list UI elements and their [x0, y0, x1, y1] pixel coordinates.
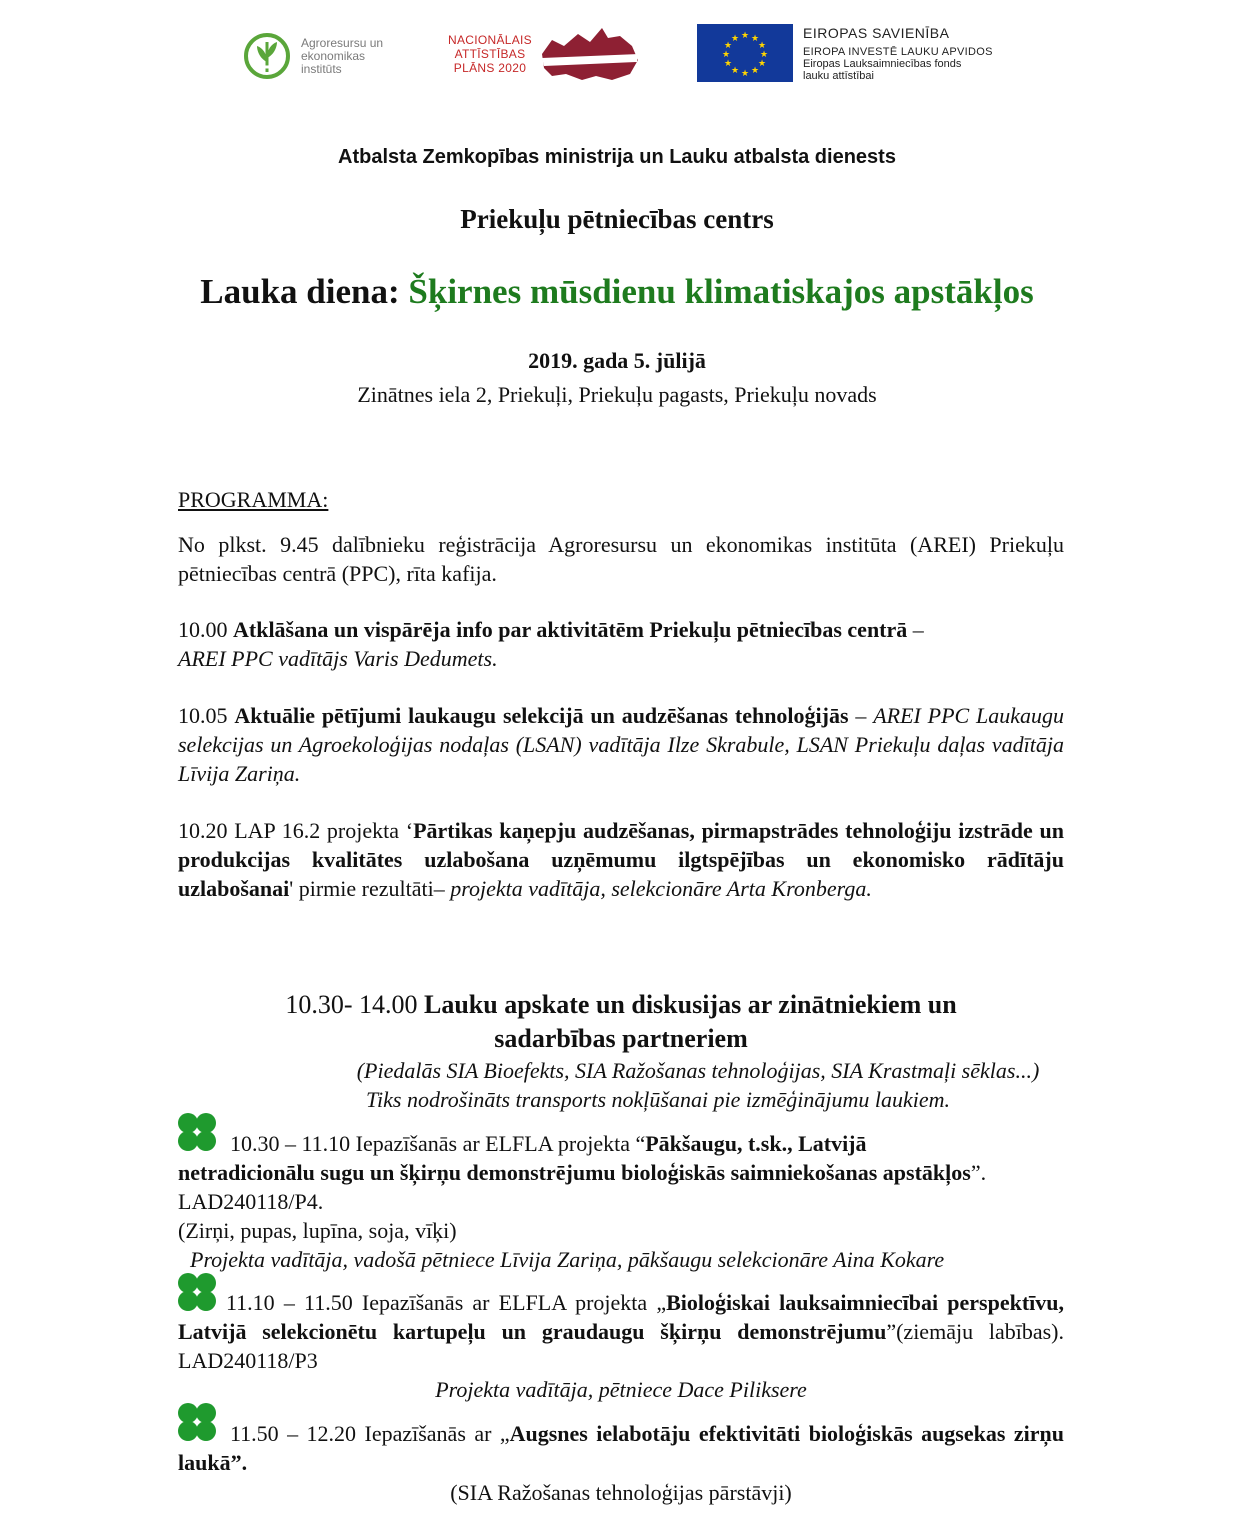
event-date: 2019. gada 5. jūlijā: [528, 348, 706, 373]
item1-time: 10.00: [178, 617, 233, 642]
sub2-lead: Projekta vadītāja, pētniece Dace Piliksere: [435, 1377, 807, 1402]
svg-text:★: ★: [759, 50, 769, 60]
nap-line-2: ATTĪSTĪBAS: [454, 47, 526, 61]
arei-line-2: ekonomikas: [301, 48, 366, 63]
item3-speaker: projekta vadītāja, selekcionāre Arta Kronberga.: [450, 876, 872, 901]
item2-dash: –: [848, 703, 874, 728]
program-heading: PROGRAMMA:: [178, 487, 329, 512]
event-title: [0, 272, 1234, 312]
field-tour-item: [228, 988, 1014, 1056]
nap-line-1: NACIONĀLAIS: [448, 33, 532, 47]
svg-text:★: ★: [757, 59, 767, 69]
item1-dash: –: [907, 617, 924, 642]
svg-text:★: ★: [730, 34, 740, 44]
sub3-after: ”.: [230, 1450, 248, 1475]
event-name: Šķirnes mūsdienu klimatiskajos apstākļos: [408, 272, 1034, 311]
svg-text:★: ★: [740, 69, 750, 79]
svg-text:★: ★: [750, 34, 760, 44]
sub1-lead: Projekta vadītāja, vadošā pētniece Līvija Zariņa, pākšaugu selekcionāre Aina Kokare: [190, 1247, 945, 1272]
eu-line-3: Eiropas Lauksaimniecības fonds: [803, 57, 962, 70]
arei-line-1: Agroresursu un: [301, 35, 384, 50]
sub3-lead: (SIA Ražošanas tehnoloģijas pārstāvji): [450, 1480, 792, 1505]
item1-title: Atklāšana un vispārēja info par aktivitātēm Priekuļu pētniecības centrā: [233, 617, 908, 642]
sub3-time: 11.50 – 12.20 Iepazīšanās ar „: [230, 1421, 510, 1446]
eu-flag-icon: [697, 24, 793, 82]
svg-text:★: ★: [723, 41, 733, 51]
field-transport: Tiks nodrošināts transports nokļūšanai pie izmēģinājumu laukiem.: [365, 1087, 951, 1112]
item2-title: Aktuālie pētījumi laukaugu selekcijā un audzēšanas tehnoloģijās: [234, 703, 849, 728]
nap-line-3: PLĀNS 2020: [453, 61, 527, 75]
sub2-title: Bioloģiskai lauksaimniecībai perspektīvu, Latvijā selekcionētu kartupeļu un graudaugu šķirņu demonstrējumu: [178, 1290, 1065, 1344]
eu-line-2: EIROPA INVESTĒ LAUKU APVIDOS: [803, 45, 993, 58]
sub1-after: ”. LAD240118/P4.: [178, 1160, 987, 1214]
eu-line-1: EIROPAS SAVIENĪBA: [803, 24, 950, 41]
item1-speaker: AREI PPC vadītājs Varis Dedumets.: [178, 646, 498, 671]
svg-text:★: ★: [757, 41, 767, 51]
svg-text:★: ★: [723, 59, 733, 69]
arei-line-3: institūts: [301, 61, 342, 76]
event-address: Zinātnes iela 2, Priekuļi, Priekuļu pagasts, Priekuļu novads: [357, 382, 877, 407]
svg-text:★: ★: [740, 31, 750, 41]
registration-item: No plkst. 9.45 dalībnieku reģistrācija Agroresursu un ekonomikas institūta (AREI) Priekuļu pētniecības centrā (PPC), rīta kafija.: [178, 532, 1064, 586]
field-subitem-3: [178, 1419, 1064, 1477]
research-centre-title: Priekuļu pētniecības centrs: [460, 204, 774, 234]
item3-time: 10.20 LAP 16.2 projekta ‘: [178, 818, 414, 843]
field-subitem-1: [178, 1129, 988, 1216]
latvia-map-icon: [538, 24, 642, 84]
item3-title: Pārtikas kaņepju audzēšanas, pirmapstrādes tehnoloģiju izstrāde un produkcijas kvalitātes uzlabošana uzņēmumu ilgtspējības un ekonomisko rādītāju uzlabošanai: [178, 818, 1064, 901]
arei-logo: [243, 32, 383, 80]
svg-text:★: ★: [730, 66, 740, 76]
program-item-1: [178, 615, 1064, 673]
arei-leaf-icon: [243, 32, 291, 80]
nap-logo-text: [448, 33, 532, 75]
field-partners: (Piedalās SIA Bioefekts, SIA Ražošanas tehnoloģijas, SIA Krastmaļi sēklas...): [356, 1058, 1040, 1083]
arei-logo-text: [301, 37, 383, 76]
nap-logo: [448, 24, 642, 84]
event-prefix: Lauka diena:: [200, 272, 409, 311]
field-time: 10.30- 14.00: [285, 990, 424, 1019]
program-item-2: [178, 701, 1064, 788]
sub1-time: 10.30 – 11.10 Iepazīšanās ar ELFLA projekta “: [230, 1131, 646, 1156]
sub2-after: ”(ziemāju labības). LAD240118/P3: [178, 1319, 1064, 1373]
support-line: Atbalsta Zemkopības ministrija un Lauku atbalsta dienests: [338, 146, 896, 168]
item2-time: 10.05: [178, 703, 235, 728]
eu-logo-text: [803, 25, 993, 82]
item2-speaker: AREI PPC Laukaugu selekcijas un Agroekoloģijas nodaļas (LSAN) vadītāja Ilze Skrabule, LSAN Priekuļu daļas vadītāja Līvija Zariņa.: [178, 703, 1065, 786]
logo-bar: [0, 18, 1234, 88]
sub2-time: 11.10 – 11.50 Iepazīšanās ar ELFLA projekta „: [226, 1290, 667, 1315]
field-subitem-2: [178, 1288, 1064, 1375]
svg-text:★: ★: [750, 66, 760, 76]
field-title: Lauku apskate un diskusijas ar zinātniekiem un sadarbības partneriem: [423, 990, 957, 1053]
svg-text:★: ★: [721, 50, 731, 60]
sub3-title: Augsnes ielabotāju efektivitāti bioloģiskās augsekas zirņu laukā: [178, 1421, 1064, 1475]
item3-after: ' pirmie rezultāti–: [289, 876, 451, 901]
eu-logo: [697, 24, 993, 82]
sub1-crops: (Zirņi, pupas, lupīna, soja, vīķi): [178, 1218, 457, 1243]
program-item-3: [178, 816, 1064, 903]
eu-line-4: lauku attīstībai: [803, 69, 874, 82]
sub1-title: Pākšaugu, t.sk., Latvijā netradicionālu sugu un šķirņu demonstrējumu bioloģiskās saimniekošanas apstākļos: [178, 1131, 971, 1185]
